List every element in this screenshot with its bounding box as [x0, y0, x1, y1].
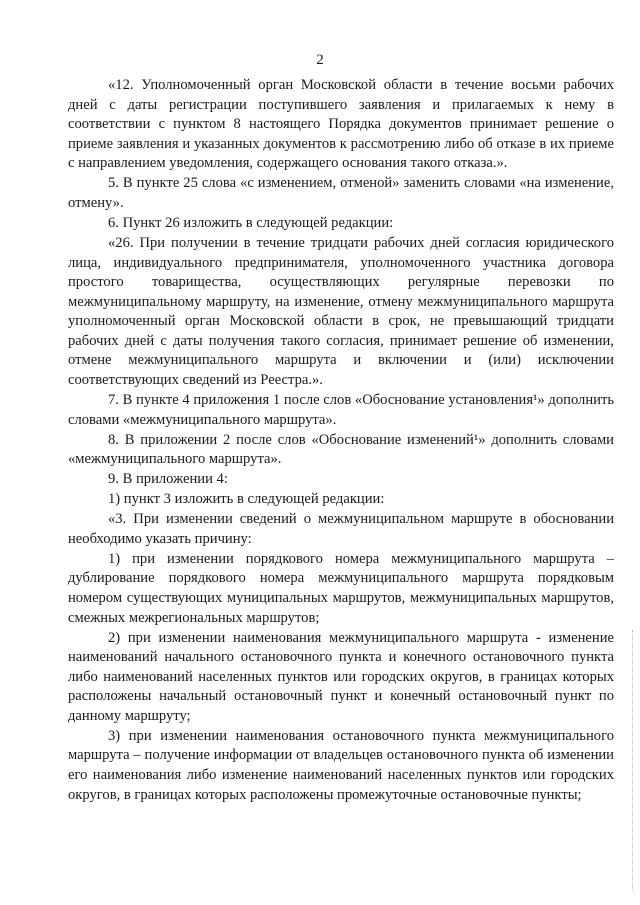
paragraph-subitem-1: 1) пункт 3 изложить в следующей редакции:: [108, 491, 385, 508]
paragraph-amendment-5: 5. В пункте 25 слова «с изменением, отменой» заменить словами «на изменение, отмену».: [68, 175, 614, 211]
paragraph-amendment-9: 9. В приложении 4:: [108, 471, 228, 488]
scan-margin-mark: [632, 630, 634, 890]
list-item-3: 3) при изменении наименования остановочного пункта межмуниципального маршрута – получение информации от владельцев остановочного пункта об изменении его наименования либо изменение наименований населенных пунктов или городских округов, в границах которых расположены промежуточные остановочные пункты;: [68, 727, 614, 803]
paragraph-item-12: «12. Уполномоченный орган Московской области в течение восьми рабочих дней с даты регистрации поступившего заявления и прилагаемых к нему в соответствии с пунктом 8 настоящего Порядка документов принимает решение о приеме заявления и указанных документов к рассмотрению либо об отказе в их приеме с направлением уведомления, содержащего основания такого отказа.».: [68, 77, 614, 172]
paragraph-amendment-8: 8. В приложении 2 после слов «Обоснование изменений¹» дополнить словами «межмуниципального маршрута».: [68, 431, 614, 468]
page-number: 2: [316, 52, 324, 68]
document-body: [68, 76, 614, 806]
paragraph-amendment-7: 7. В пункте 4 приложения 1 после слов «Обоснование установления¹» дополнить словами «межмуниципального маршрута».: [68, 392, 614, 428]
list-item-1: 1) при изменении порядкового номера межмуниципального маршрута – дублирование порядкового номера межмуниципального маршрута порядковым номером существующих муниципальных маршрутов, межмуниципальных маршрутов, смежных межрегиональных маршрутов;: [68, 550, 614, 626]
list-item-2: 2) при изменении наименования межмуниципального маршрута - изменение наименований начального остановочного пункта и конечного остановочного пункта либо наименований населенных пунктов или городских округов, в границах которых расположены начальный остановочный пункт и конечный остановочный пункт по данному маршруту;: [68, 629, 614, 724]
paragraph-amendment-6: 6. Пункт 26 изложить в следующей редакции:: [108, 214, 394, 231]
paragraph-item-26: «26. При получении в течение тридцати рабочих дней согласия юридического лица, индивидуального предпринимателя, уполномоченного участника договора простого товарищества, осуществляющих регулярные перевозки по межмуниципальному маршруту, на изменение, отмену межмуниципального маршрута уполномоченный орган Московской области в срок, не превышающий тридцати рабочих дней с даты получения такого согласия, принимает решение об изменении, отмене межмуниципального маршрута и включении и (или) исключении соответствующих сведений из Реестра.».: [68, 234, 614, 389]
paragraph-item-3: «3. При изменении сведений о межмуниципальном маршруте в обосновании необходимо указать причину:: [68, 511, 614, 547]
